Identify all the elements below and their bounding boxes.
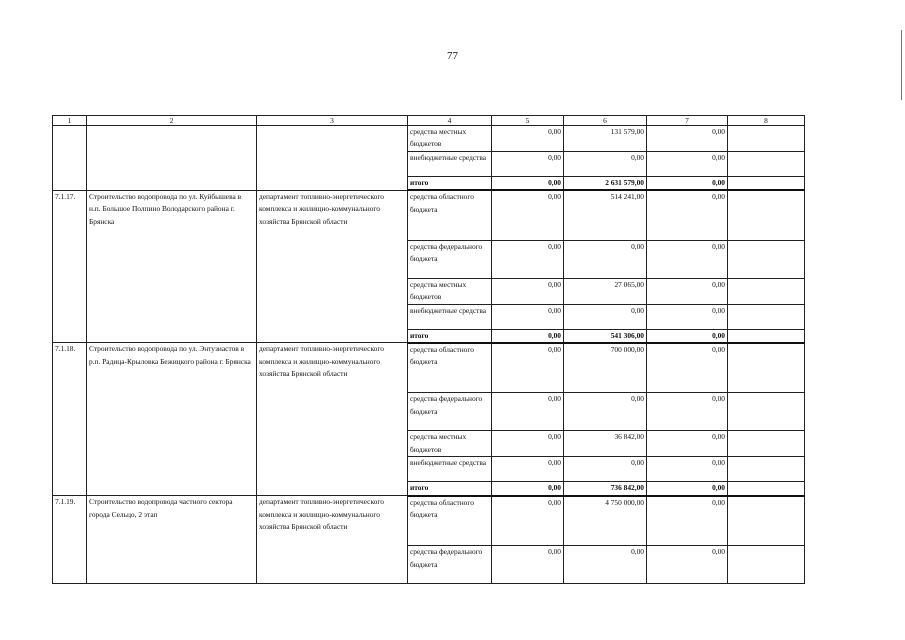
item-name: Строительство водопровода по ул. Энтузиастов в р.п. Радица-Крыловка Бежицкого района г. Брянска bbox=[87, 343, 257, 496]
item-name: Строительство водопровода частного сектора города Сельцо, 2 этап bbox=[87, 496, 257, 584]
col8-value bbox=[728, 278, 805, 304]
funding-source: средства местных бюджетов bbox=[408, 278, 492, 304]
col6-value: 0,00 bbox=[564, 240, 647, 278]
col7-value: 0,00 bbox=[647, 343, 728, 393]
column-number: 8 bbox=[728, 116, 805, 126]
col5-value: 0,00 bbox=[492, 343, 564, 393]
col6-value: 0,00 bbox=[564, 151, 647, 176]
col6-value: 0,00 bbox=[564, 546, 647, 584]
item-code: 7.1.18. bbox=[53, 343, 87, 496]
funding-source: средства областного бюджета bbox=[408, 343, 492, 393]
col5-value: 0,00 bbox=[492, 240, 564, 278]
funding-source: средства местных бюджетов bbox=[408, 126, 492, 152]
col8-value bbox=[728, 329, 805, 343]
col8-value bbox=[728, 431, 805, 457]
col7-value: 0,00 bbox=[647, 176, 728, 190]
funding-source: внебюджетные средства bbox=[408, 457, 492, 482]
table-row bbox=[53, 190, 805, 240]
col8-value bbox=[728, 240, 805, 278]
col5-value: 0,00 bbox=[492, 431, 564, 457]
funding-source: итого bbox=[408, 482, 492, 496]
col6-value: 27 065,00 bbox=[564, 278, 647, 304]
funding-source: итого bbox=[408, 329, 492, 343]
col6-value: 4 750 000,00 bbox=[564, 496, 647, 546]
funding-source: внебюджетные средства bbox=[408, 304, 492, 329]
funding-source: средства областного бюджета bbox=[408, 190, 492, 240]
col7-value: 0,00 bbox=[647, 546, 728, 584]
item-name: Строительство водопровода по ул. Куйбышева в н.п. Большое Полпино Володарского района г. Брянска bbox=[87, 190, 257, 343]
col6-value: 0,00 bbox=[564, 393, 647, 431]
table-row bbox=[53, 496, 805, 546]
column-number: 5 bbox=[492, 116, 564, 126]
col6-value: 736 842,00 bbox=[564, 482, 647, 496]
col8-value bbox=[728, 176, 805, 190]
col6-value: 0,00 bbox=[564, 457, 647, 482]
column-number: 6 bbox=[564, 116, 647, 126]
col6-value: 700 000,00 bbox=[564, 343, 647, 393]
col7-value: 0,00 bbox=[647, 457, 728, 482]
col8-value bbox=[728, 304, 805, 329]
col8-value bbox=[728, 190, 805, 240]
column-number: 1 bbox=[53, 116, 87, 126]
item-executor: департамент топливно-энергетического комплекса и жилищно-коммунального хозяйства Брянской области bbox=[257, 496, 408, 584]
col5-value: 0,00 bbox=[492, 457, 564, 482]
funding-source: итого bbox=[408, 176, 492, 190]
column-number: 4 bbox=[408, 116, 492, 126]
item-code: 7.1.17. bbox=[53, 190, 87, 343]
column-number: 7 bbox=[647, 116, 728, 126]
col6-value: 514 241,00 bbox=[564, 190, 647, 240]
col5-value: 0,00 bbox=[492, 190, 564, 240]
col5-value: 0,00 bbox=[492, 496, 564, 546]
col7-value: 0,00 bbox=[647, 431, 728, 457]
column-number: 2 bbox=[87, 116, 257, 126]
col8-value bbox=[728, 457, 805, 482]
table-row bbox=[53, 126, 805, 152]
col8-value bbox=[728, 151, 805, 176]
column-number-row bbox=[53, 116, 805, 126]
col6-value: 36 842,00 bbox=[564, 431, 647, 457]
col5-value: 0,00 bbox=[492, 126, 564, 152]
col8-value bbox=[728, 343, 805, 393]
col8-value bbox=[728, 393, 805, 431]
budget-table bbox=[52, 115, 805, 584]
table-row bbox=[53, 343, 805, 393]
page-number: 77 bbox=[447, 50, 458, 62]
col5-value: 0,00 bbox=[492, 329, 564, 343]
col7-value: 0,00 bbox=[647, 151, 728, 176]
col6-value: 0,00 bbox=[564, 304, 647, 329]
scan-edge-mark bbox=[901, 30, 902, 100]
item-code: 7.1.19. bbox=[53, 496, 87, 584]
item-executor: департамент топливно-энергетического комплекса и жилищно-коммунального хозяйства Брянской области bbox=[257, 190, 408, 343]
col7-value: 0,00 bbox=[647, 126, 728, 152]
col6-value: 541 306,00 bbox=[564, 329, 647, 343]
col7-value: 0,00 bbox=[647, 240, 728, 278]
funding-source: средства областного бюджета bbox=[408, 496, 492, 546]
col7-value: 0,00 bbox=[647, 393, 728, 431]
col5-value: 0,00 bbox=[492, 151, 564, 176]
col7-value: 0,00 bbox=[647, 329, 728, 343]
funding-source: средства федерального бюджета bbox=[408, 393, 492, 431]
funding-source: внебюджетные средства bbox=[408, 151, 492, 176]
col6-value: 2 631 579,00 bbox=[564, 176, 647, 190]
col5-value: 0,00 bbox=[492, 304, 564, 329]
funding-source: средства федерального бюджета bbox=[408, 240, 492, 278]
col5-value: 0,00 bbox=[492, 176, 564, 190]
col8-value bbox=[728, 482, 805, 496]
col7-value: 0,00 bbox=[647, 496, 728, 546]
col6-value: 131 579,00 bbox=[564, 126, 647, 152]
col5-value: 0,00 bbox=[492, 482, 564, 496]
col7-value: 0,00 bbox=[647, 190, 728, 240]
col7-value: 0,00 bbox=[647, 482, 728, 496]
col8-value bbox=[728, 496, 805, 546]
col5-value: 0,00 bbox=[492, 546, 564, 584]
item-name bbox=[87, 126, 257, 191]
item-executor: департамент топливно-энергетического комплекса и жилищно-коммунального хозяйства Брянской области bbox=[257, 343, 408, 496]
col5-value: 0,00 bbox=[492, 278, 564, 304]
col8-value bbox=[728, 126, 805, 152]
column-number: 3 bbox=[257, 116, 408, 126]
col7-value: 0,00 bbox=[647, 304, 728, 329]
item-executor bbox=[257, 126, 408, 191]
funding-source: средства федерального бюджета bbox=[408, 546, 492, 584]
col5-value: 0,00 bbox=[492, 393, 564, 431]
col8-value bbox=[728, 546, 805, 584]
col7-value: 0,00 bbox=[647, 278, 728, 304]
funding-source: средства местных бюджетов bbox=[408, 431, 492, 457]
item-code bbox=[53, 126, 87, 191]
